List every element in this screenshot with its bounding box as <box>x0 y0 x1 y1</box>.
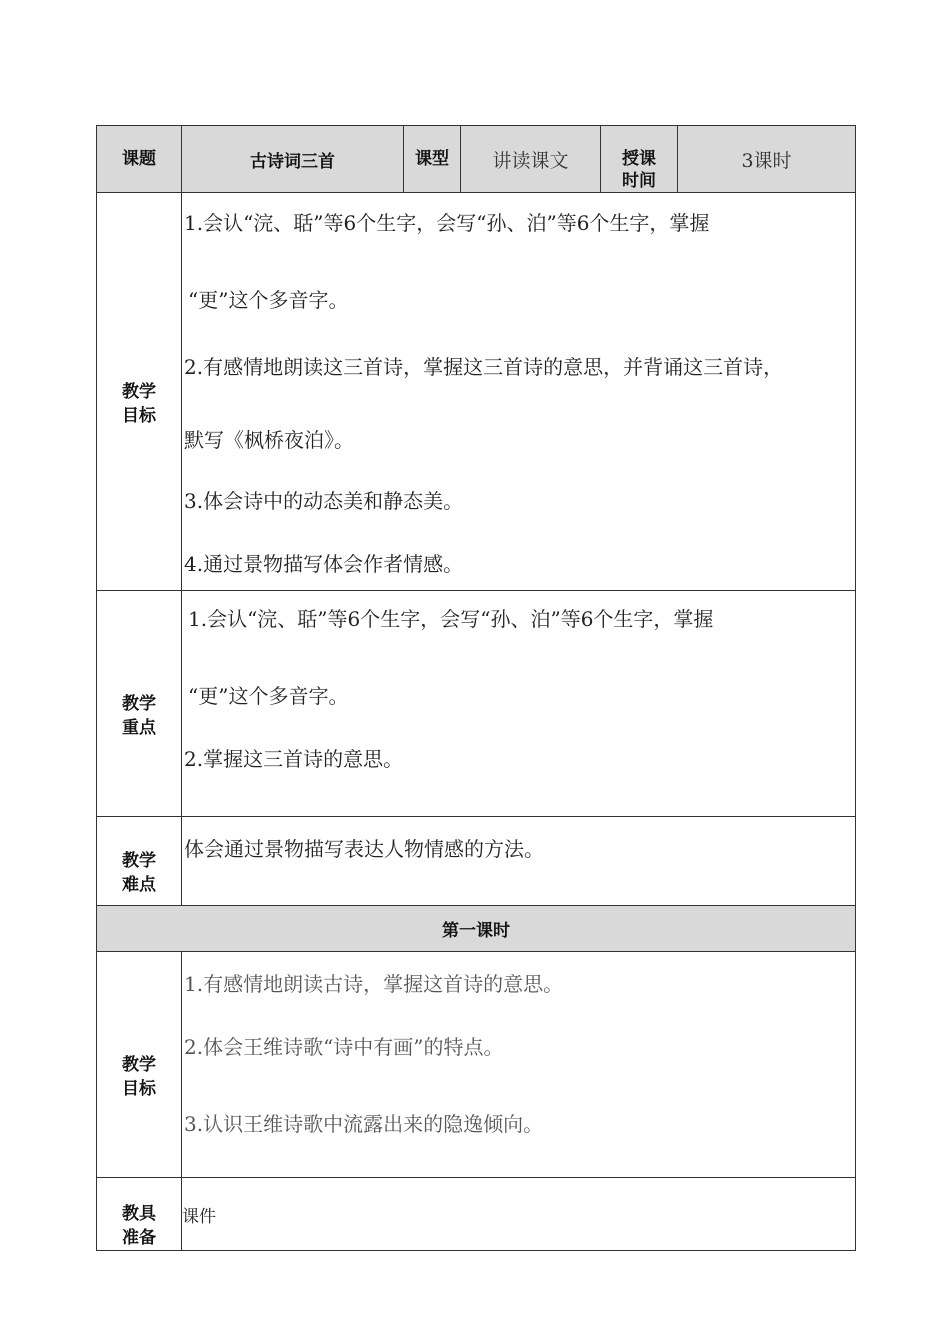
objective-line: 2.有感情地朗读这三首诗，掌握这三首诗的意思，并背诵这三首诗， <box>184 355 784 379</box>
key-points-row <box>97 591 856 817</box>
difficulties-content <box>182 817 856 906</box>
type-value: 讲读课文 <box>492 149 569 172</box>
tools-content <box>182 1178 856 1251</box>
header-row <box>97 126 856 193</box>
objective-line: 3.体会诗中的动态美和静态美。 <box>184 489 464 513</box>
lesson1-title-row <box>97 906 856 952</box>
difficulties-label-cell <box>97 817 182 906</box>
time-label: 授课 时间 <box>622 149 656 191</box>
objectives-label: 教学 目标 <box>122 381 156 426</box>
lesson1-objective-line: 2.体会王维诗歌“诗中有画”的特点。 <box>184 1035 504 1059</box>
objective-line: 4.通过景物描写体会作者情感。 <box>184 552 464 576</box>
time-value-cell <box>678 126 856 193</box>
time-value: 3课时 <box>741 149 792 172</box>
objective-line: 默写《枫桥夜泊》。 <box>184 428 354 452</box>
topic-label: 课题 <box>122 149 156 169</box>
difficulties-row <box>97 817 856 906</box>
lesson1-objective-line: 1.有感情地朗读古诗，掌握这首诗的意思。 <box>184 972 564 996</box>
type-value-cell <box>461 126 601 193</box>
lesson1-objectives-label-cell <box>97 952 182 1178</box>
key-points-label-cell <box>97 591 182 817</box>
tools-label: 教具 准备 <box>122 1204 156 1248</box>
lesson1-title: 第一课时 <box>442 921 510 941</box>
topic-label-cell <box>97 126 182 193</box>
key-points-content <box>182 591 856 817</box>
type-label: 课型 <box>415 149 449 169</box>
objectives-content <box>182 193 856 591</box>
difficulty-line: 体会通过景物描写表达人物情感的方法。 <box>184 837 544 861</box>
key-point-line: “更”这个多音字。 <box>188 684 349 708</box>
lesson1-objectives-content <box>182 952 856 1178</box>
lesson1-objectives-label: 教学 目标 <box>122 1054 156 1099</box>
lesson1-objective-line: 3.认识王维诗歌中流露出来的隐逸倾向。 <box>184 1112 544 1136</box>
objective-line: 1.会认“浣、聒”等6个生字，会写“孙、泊”等6个生字，掌握 <box>184 211 710 235</box>
time-label-cell <box>601 126 678 193</box>
key-point-line: 1.会认“浣、聒”等6个生字，会写“孙、泊”等6个生字，掌握 <box>188 607 714 631</box>
objectives-label-cell <box>97 193 182 591</box>
objectives-row <box>97 193 856 591</box>
tools-row <box>97 1178 856 1251</box>
topic-value: 古诗词三首 <box>250 151 335 172</box>
key-point-line: 2.掌握这三首诗的意思。 <box>184 747 404 771</box>
lesson1-title-cell <box>97 906 856 952</box>
difficulties-label: 教学 难点 <box>122 851 156 895</box>
objective-line: “更”这个多音字。 <box>188 288 349 312</box>
topic-value-cell <box>182 126 404 193</box>
key-points-label: 教学 重点 <box>122 693 156 738</box>
type-label-cell <box>404 126 461 193</box>
lesson-plan-table <box>96 125 856 1251</box>
tools-value: 课件 <box>182 1206 216 1227</box>
lesson1-objectives-row <box>97 952 856 1178</box>
tools-label-cell <box>97 1178 182 1251</box>
